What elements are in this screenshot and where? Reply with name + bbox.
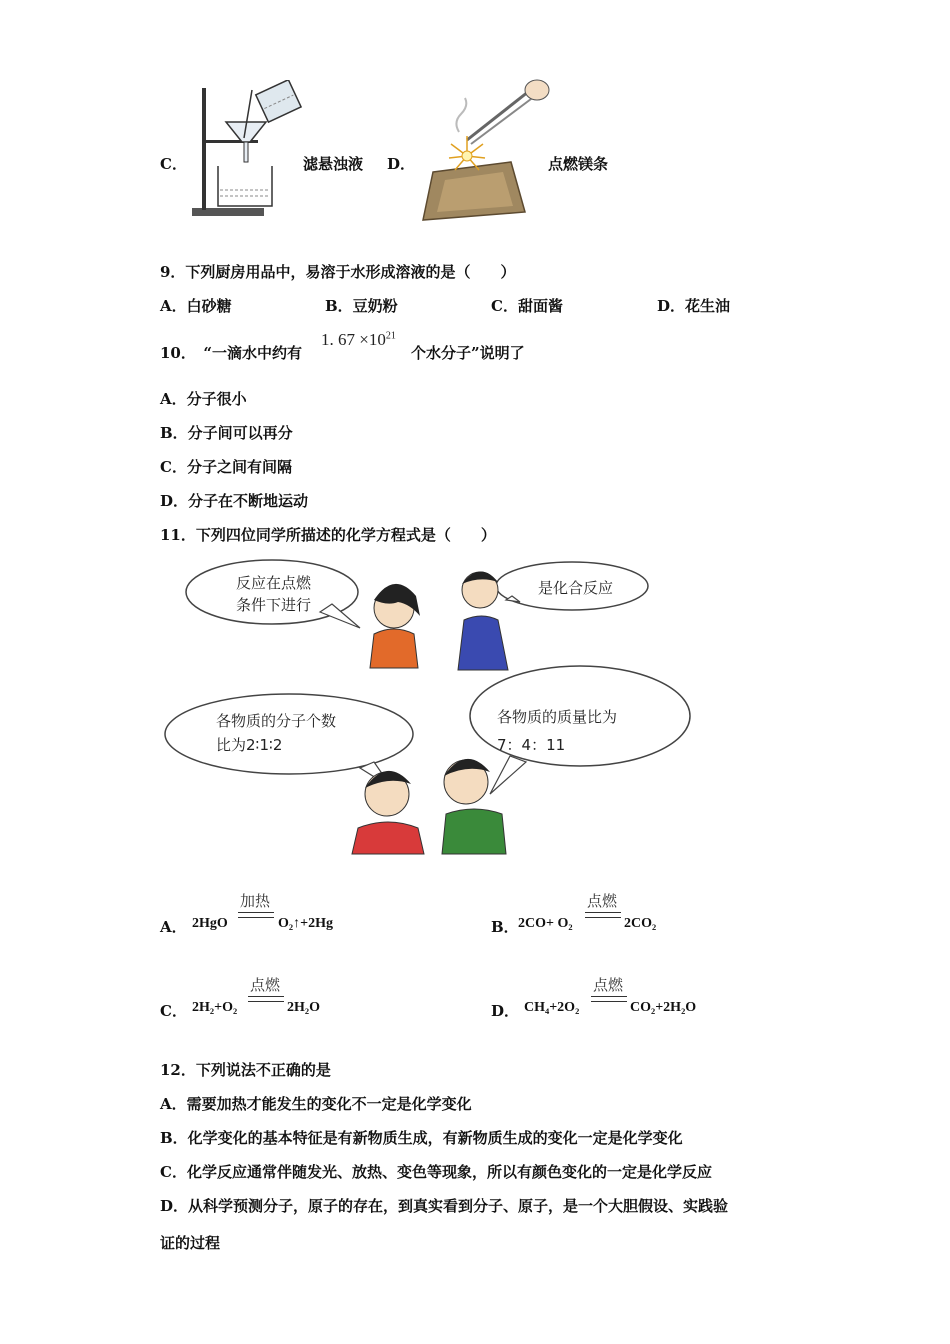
q9-option-b: B．豆奶粉 [325, 297, 398, 315]
q12-option-b: B．化学变化的基本特征是有新物质生成，有新物质生成的变化一定是化学变化 [160, 1129, 683, 1147]
q11-option-a-right: O₂↑+2Hg [278, 916, 333, 931]
q11-option-b-condition: 点燃 [587, 892, 618, 910]
bubble-3-line-2: 比为2∶1∶2 [216, 736, 283, 754]
q10-stem-suffix: 个水分子”说明了 [411, 344, 525, 362]
q10-option-c: C．分子之间有间隔 [160, 458, 292, 476]
q11-option-b-left: 2CO+ O₂ [518, 916, 573, 931]
q11-option-a-label: A． [160, 918, 187, 936]
q10-exponent: 21 [385, 330, 396, 342]
q11-option-d-left: CH₄+2O₂ [524, 1000, 580, 1015]
q11-option-c-right: 2H₂O [287, 1000, 320, 1015]
q12-stem: 12．下列说法不正确的是 [160, 1061, 331, 1079]
burning-magnesium-figure [415, 72, 550, 222]
bubble-3-line-1: 各物质的分子个数 [216, 712, 337, 730]
q9-option-a: A．白砂糖 [160, 297, 232, 315]
q11-option-d-equals-sign [591, 996, 627, 1002]
q11-option-b-equals-sign [585, 912, 621, 918]
q11-option-d-right: CO₂+2H₂O [630, 1000, 697, 1015]
q10-number [321, 330, 396, 350]
option-d-text: 点燃镁条 [548, 155, 609, 173]
q10-stem-prefix: 10． “一滴水中约有 [160, 344, 303, 362]
q11-option-d-label: D． [491, 1002, 520, 1020]
q11-option-a-equals-sign [238, 912, 274, 918]
q11-option-d-condition: 点燃 [593, 976, 624, 994]
bubble-4-line-2: 7：4：11 [497, 736, 566, 754]
q11-option-b-label: B． [491, 918, 519, 936]
q10-mantissa: 1. 67 ×10 [321, 330, 386, 349]
q12-option-a: A．需要加热才能发生的变化不一定是化学变化 [160, 1095, 472, 1113]
q11-option-c-label: C． [160, 1002, 187, 1020]
q12-option-c: C．化学反应通常伴随发光、放热、变色等现象，所以有颜色变化的一定是化学反应 [160, 1163, 712, 1181]
q10-option-a: A．分子很小 [160, 390, 247, 408]
q11-option-b-right: 2CO₂ [624, 916, 657, 931]
q11-option-a-left: 2HgO [192, 916, 228, 931]
bubble-4-line-1: 各物质的质量比为 [497, 708, 618, 726]
q9-option-d: D．花生油 [657, 297, 731, 315]
q11-option-c-equals-sign [248, 996, 284, 1002]
bubble-2-text: 是化合反应 [538, 579, 614, 597]
bubble-1-line-2: 条件下进行 [236, 596, 312, 614]
q11-option-a-condition: 加热 [240, 892, 271, 910]
option-d-label: D． [387, 155, 416, 173]
q9-stem: 9．下列厨房用品中，易溶于水形成溶液的是（ ） [160, 263, 516, 281]
q10-option-d: D．分子在不断地运动 [160, 492, 309, 510]
q12-option-d-continuation: 证的过程 [160, 1234, 221, 1252]
q11-option-c-condition: 点燃 [250, 976, 281, 994]
q12-option-d: D．从科学预测分子，原子的存在，到真实看到分子、原子，是一个大胆假设、实践验 [160, 1197, 729, 1215]
q10-option-b: B．分子间可以再分 [160, 424, 293, 442]
bubble-1-line-1: 反应在点燃 [236, 574, 312, 592]
filtration-apparatus-figure [188, 80, 308, 222]
q11-stem: 11．下列四位同学所描述的化学方程式是（ ） [160, 526, 496, 544]
q9-option-c: C．甜面酱 [491, 297, 563, 315]
option-c-label: C． [160, 155, 187, 173]
q11-option-c-left: 2H₂+O₂ [192, 1000, 238, 1015]
option-c-text: 滤悬浊液 [303, 155, 364, 173]
